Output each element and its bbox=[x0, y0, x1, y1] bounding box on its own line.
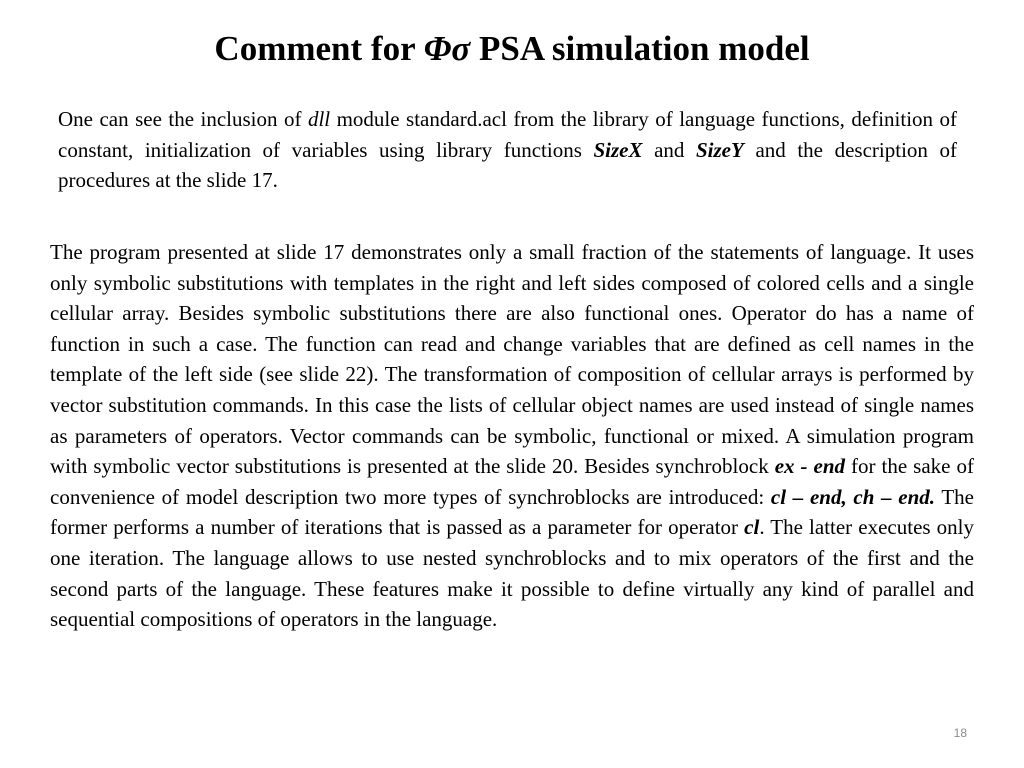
body-text-4: . The latter executes only one iteration. The language allows to use nested synchroblocks and to mix operators of the first and the second parts of the language. These features make it possible to define virtually any kind of parallel and sequential compositions of operators in the language. bbox=[50, 515, 974, 632]
intro-text-3: and bbox=[642, 137, 696, 162]
intro-text-4: and the description of procedures at the slide 17. bbox=[58, 137, 957, 192]
body-text-3: The former performs a number of iterations that is passed as a parameter for operator bbox=[50, 484, 974, 540]
intro-text-1: One can see the inclusion of bbox=[58, 107, 308, 131]
body-text-1: The program presented at slide 17 demonstrates only a small fraction of the statements of language. It uses only symbolic substitutions with templates in the right and left sides composed of colored cells and a single cellular array. Besides symbolic substitutions there are also functional ones. Operator do has a name of function in such a case. The function can read and change variables that are defined as cell names in the template of the left side (see slide 22). The transformation of composition of cellular arrays is performed by vector substitution commands. In this case the lists of cellular object names are used instead of single names as parameters of operators. Vector commands can be symbolic, functional or mixed. A simulation program with symbolic vector substitutions is presented at the slide 20. Besides synchroblock bbox=[50, 240, 974, 479]
slide-title bbox=[0, 26, 1024, 72]
intro-text-2: module standard.acl from the library of language functions, definition of constant, initialization of variables using library functions bbox=[58, 107, 957, 162]
intro-sizex-term: SizeX bbox=[593, 137, 643, 162]
body-exend-term: ex - end bbox=[774, 454, 846, 479]
title-greek-symbols: Φσ bbox=[423, 29, 471, 68]
body-clend-term: cl – end, ch – end. bbox=[770, 484, 936, 509]
body-text-2: for the sake of convenience of model description two more types of synchroblocks are introduced: bbox=[50, 454, 974, 509]
intro-sizey-term: SizeY bbox=[696, 137, 744, 162]
body-paragraph bbox=[50, 237, 974, 635]
intro-paragraph bbox=[58, 104, 957, 196]
body-cl-term: cl bbox=[744, 515, 760, 540]
intro-dll-term: dll bbox=[307, 107, 331, 131]
title-prefix: Comment for bbox=[214, 29, 424, 68]
page-number: 18 bbox=[953, 726, 967, 740]
title-suffix: PSA simulation model bbox=[470, 29, 810, 68]
